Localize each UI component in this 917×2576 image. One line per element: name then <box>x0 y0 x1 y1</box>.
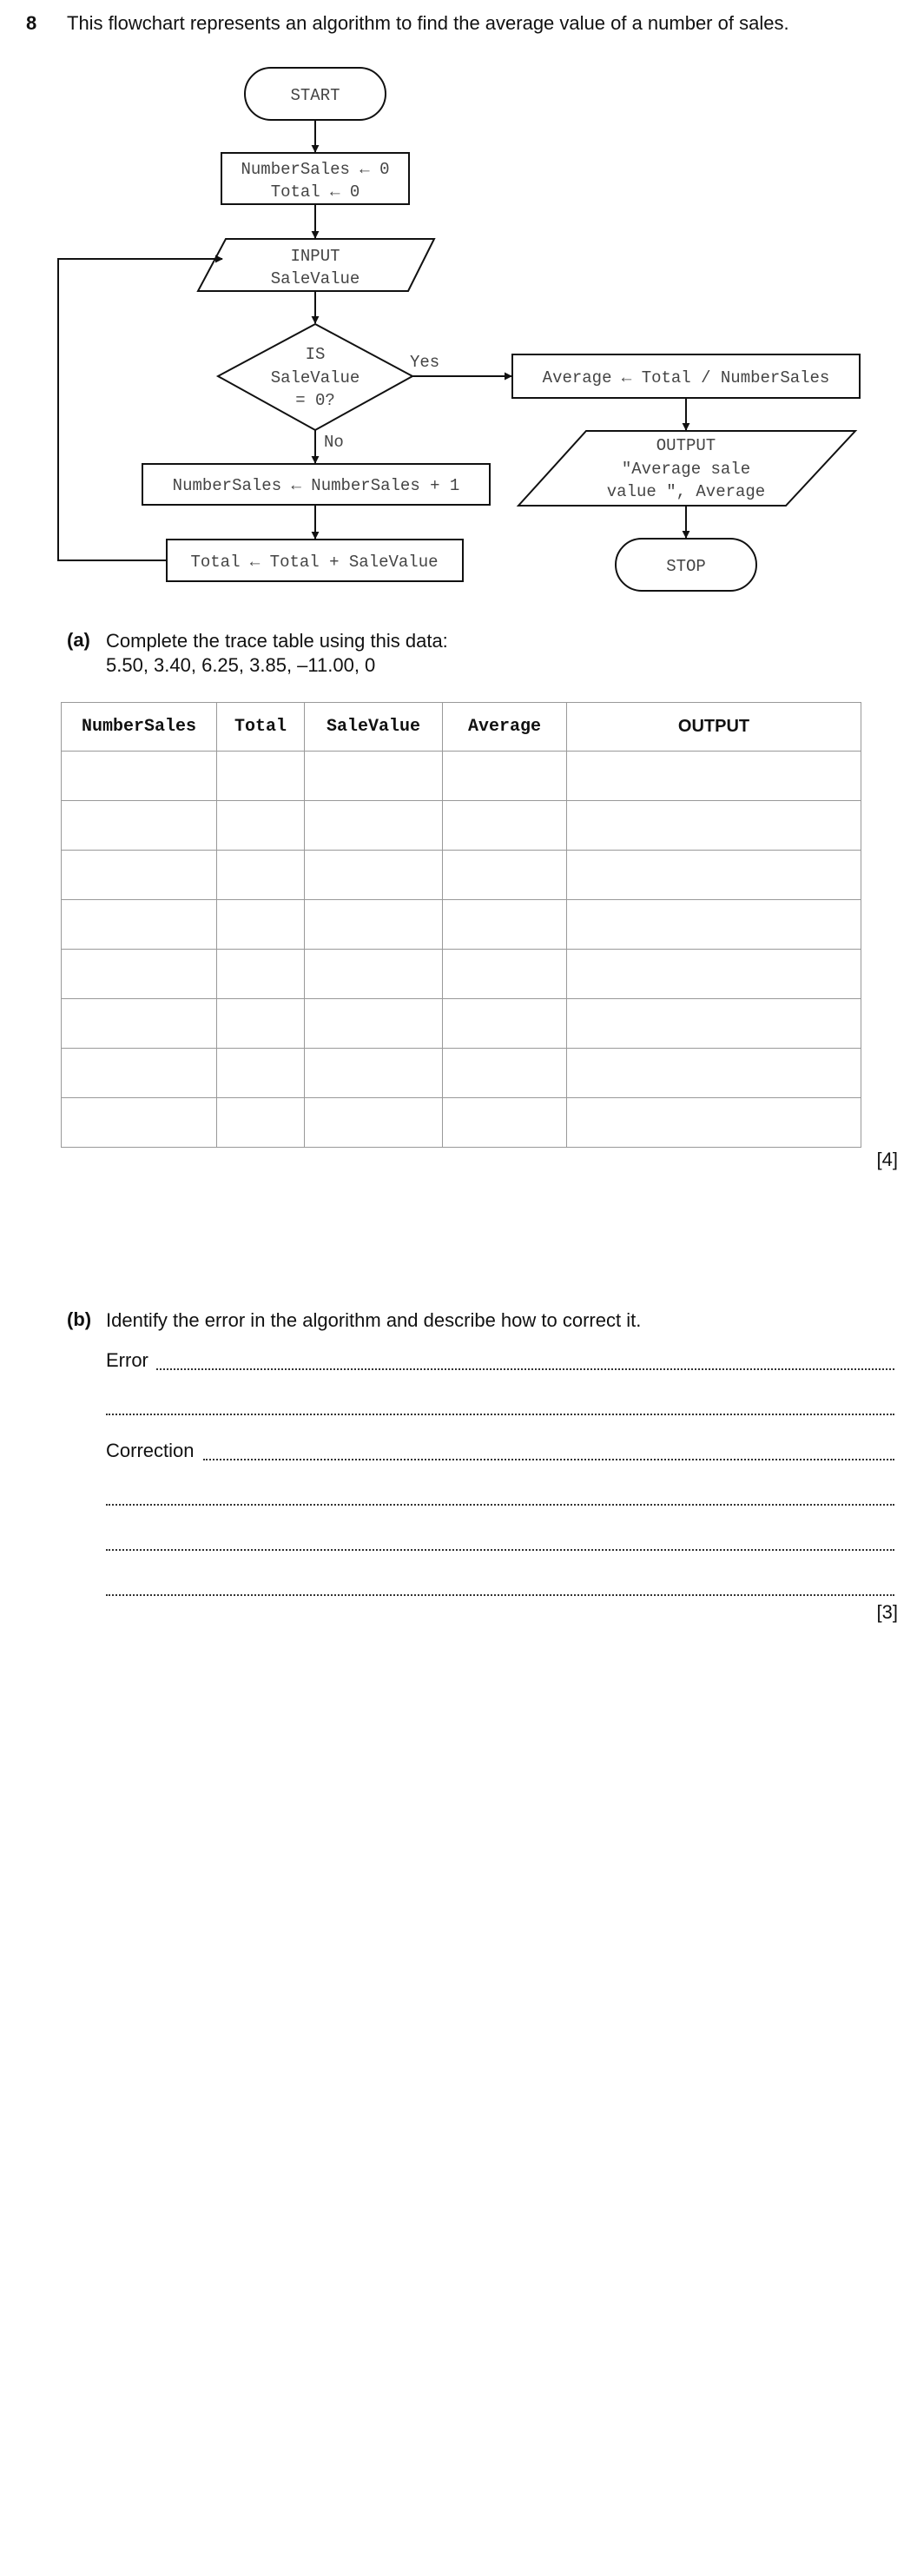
trace-table-cell[interactable] <box>217 1098 305 1148</box>
trace-table-cell[interactable] <box>62 752 217 801</box>
trace-table-cell[interactable] <box>217 752 305 801</box>
init-line-2: Total ← 0 <box>270 182 360 202</box>
part-a-line-1: Complete the trace table using this data: <box>106 630 448 652</box>
trace-table-cell[interactable] <box>443 752 567 801</box>
col-header-output: OUTPUT <box>567 703 861 752</box>
error-answer-line-2[interactable] <box>106 1414 894 1415</box>
trace-table-cell[interactable] <box>62 950 217 999</box>
trace-table-row <box>62 1049 861 1098</box>
trace-table-row <box>62 801 861 851</box>
trace-table-cell[interactable] <box>443 801 567 851</box>
no-label: No <box>324 433 344 452</box>
trace-table-cell[interactable] <box>217 851 305 900</box>
input-line-1: INPUT <box>290 247 340 266</box>
trace-table-cell[interactable] <box>62 999 217 1049</box>
error-answer-line-1[interactable] <box>156 1368 894 1370</box>
trace-table-row <box>62 851 861 900</box>
trace-table-cell[interactable] <box>305 851 443 900</box>
correction-label: Correction <box>106 1440 195 1461</box>
trace-table-row <box>62 950 861 999</box>
part-b-label: (b) <box>67 1308 92 1330</box>
yes-label: Yes <box>410 353 440 372</box>
trace-table-row <box>62 1098 861 1148</box>
trace-table-cell[interactable] <box>62 1049 217 1098</box>
trace-table-cell[interactable] <box>305 950 443 999</box>
trace-table-cell[interactable] <box>567 950 861 999</box>
trace-table-cell[interactable] <box>567 1098 861 1148</box>
trace-table-cell[interactable] <box>217 999 305 1049</box>
trace-table-cell[interactable] <box>567 851 861 900</box>
trace-table-cell[interactable] <box>62 1098 217 1148</box>
increment-label: NumberSales ← NumberSales + 1 <box>172 476 460 495</box>
output-line-3: value ", Average <box>606 482 766 501</box>
trace-table-cell[interactable] <box>567 900 861 950</box>
decision-line-2: SaleValue <box>270 368 360 387</box>
part-b-instruction: Identify the error in the algorithm and describe how to correct it. <box>106 1309 642 1331</box>
correction-answer-line-1[interactable] <box>203 1459 894 1460</box>
part-b-marks: [3] <box>876 1601 898 1623</box>
start-label: START <box>290 86 340 105</box>
part-a-instruction <box>106 629 448 678</box>
trace-table-cell[interactable] <box>443 1098 567 1148</box>
error-label: Error <box>106 1349 148 1371</box>
trace-table-cell[interactable] <box>567 752 861 801</box>
stop-label: STOP <box>666 557 706 576</box>
trace-table-header-row <box>62 703 861 752</box>
trace-table-cell[interactable] <box>305 752 443 801</box>
trace-table-cell[interactable] <box>217 801 305 851</box>
part-a-marks: [4] <box>876 1149 898 1170</box>
part-a-data-values: 5.50, 3.40, 6.25, 3.85, –11.00, 0 <box>106 654 376 676</box>
trace-table-cell[interactable] <box>443 900 567 950</box>
trace-table-cell[interactable] <box>305 801 443 851</box>
trace-table-row <box>62 900 861 950</box>
question-number: 8 <box>26 12 37 34</box>
col-header-total: Total <box>217 703 305 752</box>
flowchart <box>0 0 917 608</box>
input-line-2: SaleValue <box>270 269 360 288</box>
init-line-1: NumberSales ← 0 <box>241 160 390 179</box>
correction-answer-line-2[interactable] <box>106 1504 894 1506</box>
trace-table-body <box>62 752 861 1148</box>
trace-table-cell[interactable] <box>217 1049 305 1098</box>
total-update-label: Total ← Total + SaleValue <box>190 553 439 572</box>
loop-back-connector <box>58 259 222 560</box>
trace-table-cell[interactable] <box>217 950 305 999</box>
trace-table-cell[interactable] <box>567 1049 861 1098</box>
question-text: This flowchart represents an algorithm to find the average value of a number of sales. <box>67 12 789 34</box>
trace-table-cell[interactable] <box>217 900 305 950</box>
correction-answer-line-3[interactable] <box>106 1549 894 1551</box>
trace-table-cell[interactable] <box>62 801 217 851</box>
trace-table-cell[interactable] <box>443 1049 567 1098</box>
trace-table-cell[interactable] <box>62 851 217 900</box>
trace-table-cell[interactable] <box>443 999 567 1049</box>
output-line-1: OUTPUT <box>656 436 716 455</box>
part-a-label: (a) <box>67 629 90 651</box>
trace-table-cell[interactable] <box>305 999 443 1049</box>
output-line-2: "Average sale <box>621 460 751 479</box>
col-header-numbersales: NumberSales <box>62 703 217 752</box>
col-header-salevalue: SaleValue <box>305 703 443 752</box>
trace-table <box>61 702 861 1148</box>
trace-table-cell[interactable] <box>567 999 861 1049</box>
decision-line-3: = 0? <box>295 391 335 410</box>
trace-table-cell[interactable] <box>443 851 567 900</box>
trace-table-cell[interactable] <box>305 1098 443 1148</box>
correction-answer-line-4[interactable] <box>106 1594 894 1596</box>
trace-table-cell[interactable] <box>305 1049 443 1098</box>
decision-line-1: IS <box>305 345 326 364</box>
trace-table-row <box>62 752 861 801</box>
col-header-average: Average <box>443 703 567 752</box>
trace-table-cell[interactable] <box>567 801 861 851</box>
trace-table-cell[interactable] <box>443 950 567 999</box>
trace-table-cell[interactable] <box>62 900 217 950</box>
average-assign-label: Average ← Total / NumberSales <box>542 368 830 387</box>
trace-table-cell[interactable] <box>305 900 443 950</box>
trace-table-row <box>62 999 861 1049</box>
